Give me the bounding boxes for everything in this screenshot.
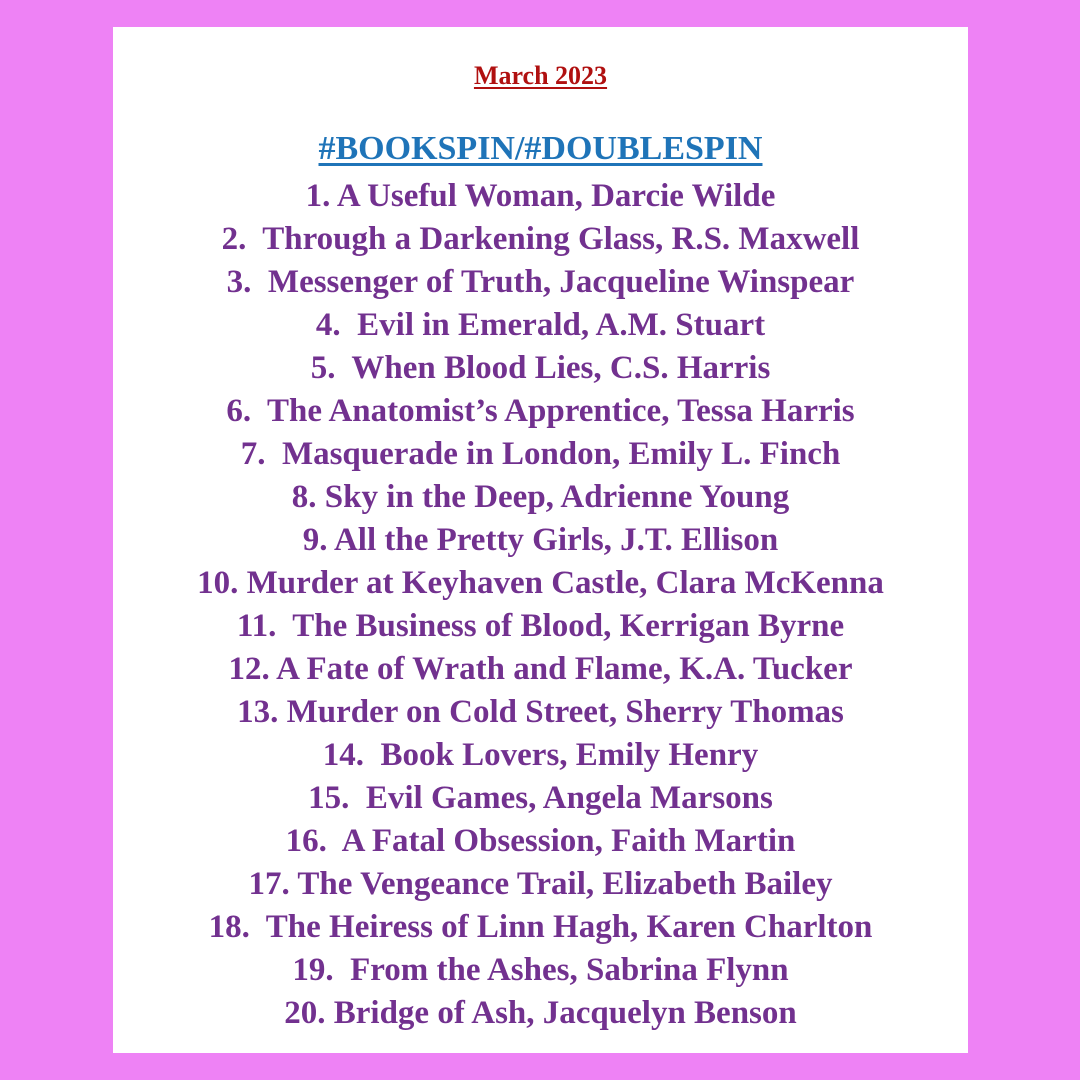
list-item: 4. Evil in Emerald, A.M. Stuart [315,307,766,343]
list-item: 9. All the Pretty Girls, J.T. Ellison [302,522,779,558]
list-item: 15. Evil Games, Angela Marsons [308,780,773,816]
list-item: 18. The Heiress of Linn Hagh, Karen Charlton [208,909,873,945]
list-item: 12. A Fate of Wrath and Flame, K.A. Tucker [228,651,853,687]
list-item: 10. Murder at Keyhaven Castle, Clara McKenna [197,565,884,601]
list-item: 11. The Business of Blood, Kerrigan Byrne [236,608,845,644]
list-item: 13. Murder on Cold Street, Sherry Thomas [237,694,844,730]
list-item: 20. Bridge of Ash, Jacquelyn Benson [284,995,797,1031]
list-item: 19. From the Ashes, Sabrina Flynn [292,952,789,988]
list-item: 17. The Vengeance Trail, Elizabeth Bailey [248,866,833,902]
list-item: 1. A Useful Woman, Darcie Wilde [305,178,776,214]
list-item: 16. A Fatal Obsession, Faith Martin [285,823,796,859]
list-item: 3. Messenger of Truth, Jacqueline Winspear [226,264,855,300]
list-item: 7. Masquerade in London, Emily L. Finch [240,436,841,472]
list-item: 6. The Anatomist’s Apprentice, Tessa Harris [226,393,855,429]
reading-list-card [113,27,968,1053]
list-item: 2. Through a Darkening Glass, R.S. Maxwell [221,221,860,257]
list-item: 14. Book Lovers, Emily Henry [322,737,759,773]
month-heading: March 2023 [473,61,608,90]
hashtag-heading: #BOOKSPIN/#DOUBLESPIN [318,130,763,167]
list-item: 5. When Blood Lies, C.S. Harris [310,350,771,386]
list-item: 8. Sky in the Deep, Adrienne Young [291,479,790,515]
book-list [113,175,968,1035]
